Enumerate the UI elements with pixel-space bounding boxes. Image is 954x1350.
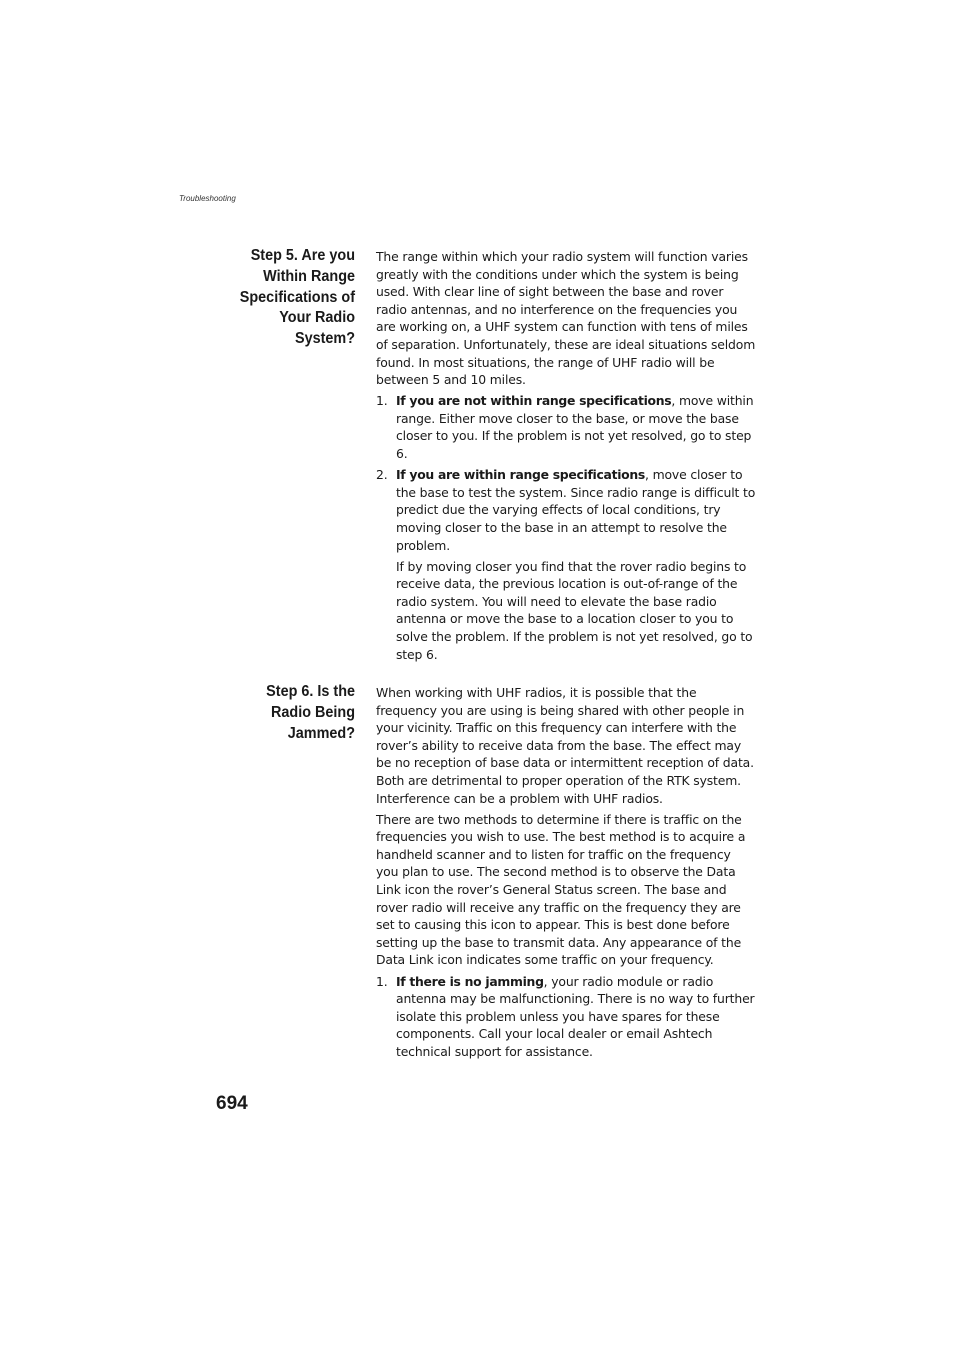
- step5-list-item: [376, 392, 756, 462]
- list-item-text: , your radio module or radio antenna may be malfunctioning. There is no way to further isolate this problem unless you have spares for these components. Call your local dealer or email Ashtech technical support for assistance.: [396, 973, 755, 1059]
- list-item-text: , move closer to the base to test the system. Since radio range is difficult to predict due the varying effects of local conditions, try moving closer to the base in an attempt to resolve the problem.: [396, 467, 756, 553]
- list-item-lead: If there is no jamming: [396, 973, 544, 989]
- step5-heading-line: Your Radio: [279, 309, 355, 327]
- list-item-lead: If you are within range specifications: [396, 467, 645, 483]
- list-item-text: , move within range. Either move closer to the base, or move the base closer to you. If the problem is not yet resolved, go to step 6.: [396, 393, 754, 462]
- step5-heading-line: Specifications of: [239, 288, 355, 306]
- list-item-lead: If you are not within range specifications: [396, 393, 672, 409]
- step6-heading: [202, 682, 355, 744]
- page-number: 694: [216, 1093, 248, 1114]
- list-item-number: 1.: [376, 973, 388, 989]
- step6-heading-line: Jammed?: [287, 724, 355, 742]
- step6-body: [376, 684, 756, 1064]
- step5-heading-line: Within Range: [263, 267, 355, 285]
- step6-heading-line: Radio Being: [270, 703, 355, 721]
- running-header: Troubleshooting: [179, 194, 236, 203]
- step5-list-item: [376, 466, 756, 554]
- list-item-number: 1.: [376, 393, 388, 409]
- step5-heading-line: Step 5. Are you: [250, 247, 355, 264]
- step5-heading: [202, 246, 355, 350]
- step5-heading-line: System?: [294, 330, 355, 348]
- step6-paragraph: There are two methods to determine if there is traffic on the frequencies you wish to use. The best method is to acquire a handheld scanner and to listen for traffic on the frequency you plan to use. The second method is to observe the Data Link icon the rover’s General Status screen. The base and rover radio will receive any traffic on the frequency they are set to causing this icon to appear. This is best done before setting up the base to transmit data. Any appearance of the Data Link icon indicates some traffic on your frequency.: [376, 811, 746, 968]
- step5-intro-paragraph: The range within which your radio system will function varies greatly with the conditions under which the system is being used. With clear line of sight between the base and rover radio antennas, and no interference on the frequencies you are working on, a UHF system can function with tens of miles of separation. Unfortunately, these are ideal situations seldom found. In most situations, the range of UHF radio will be between 5 and 10 miles.: [376, 249, 756, 388]
- list-item-number: 2.: [376, 467, 388, 483]
- step6-heading-line: Step 6. Is the: [266, 683, 355, 700]
- step5-body: [376, 248, 756, 667]
- step6-paragraph: When working with UHF radios, it is possible that the frequency you are using is being shared with other people in your vicinity. Traffic on this frequency can interfere with the rover’s ability to receive data from the base. The effect may be no reception of base data or intermittent reception of data. Both are detrimental to proper operation of the RTK system. Interference can be a problem with UHF radios.: [376, 685, 754, 806]
- step5-list-item-continuation: If by moving closer you find that the rover radio begins to receive data, the previous location is out-of-range of the radio system. You will need to elevate the base radio antenna or move the base to a location closer to you to solve the problem. If the problem is not yet resolved, go to step 6.: [396, 558, 753, 662]
- step6-list-item: [376, 973, 756, 1061]
